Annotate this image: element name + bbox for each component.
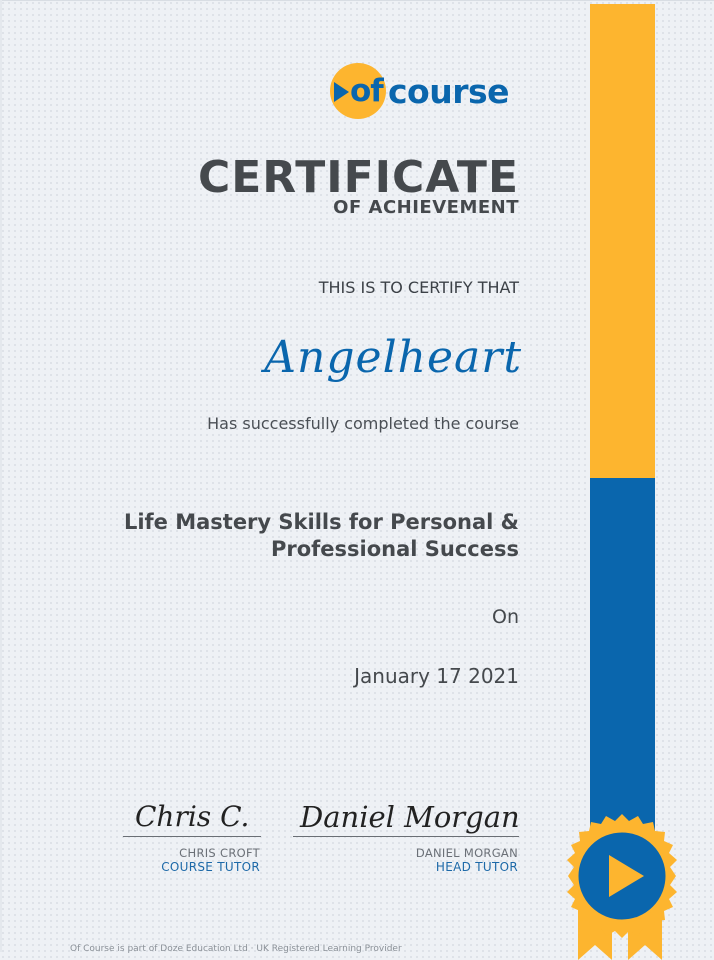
signatory-role-1: COURSE TUTOR <box>161 860 260 874</box>
ribbon-yellow <box>590 4 655 478</box>
ribbon-blue <box>590 478 655 858</box>
frame-left-edge <box>0 0 2 952</box>
signature-chris: Chris C. <box>135 800 250 833</box>
logo-badge <box>330 63 386 119</box>
logo-badge-text: of <box>350 73 383 109</box>
certify-line: THIS IS TO CERTIFY THAT <box>318 278 519 297</box>
signatory-name-2: DANIEL MORGAN <box>415 846 518 860</box>
frame-top-edge <box>0 0 714 1</box>
signature-daniel: Daniel Morgan <box>300 800 520 834</box>
signature-line-2 <box>293 836 519 837</box>
signature-line-1 <box>123 836 261 837</box>
signatory-name-1: CHRIS CROFT <box>179 846 260 860</box>
certificate-title: CERTIFICATE <box>197 152 519 203</box>
course-line-2: Professional Success <box>270 537 519 561</box>
logo-word: course <box>388 71 510 111</box>
signatory-role-2: HEAD TUTOR <box>435 860 518 874</box>
completion-date: January 17 2021 <box>354 664 519 688</box>
completed-line: Has successfully completed the course <box>207 414 519 433</box>
footer-text: Of Course is part of Doze Education Ltd · UK Registered Learning Provider <box>70 944 402 954</box>
course-line-1: Life Mastery Skills for Personal & <box>123 510 519 534</box>
recipient-name: Angelheart <box>264 332 522 383</box>
certificate-subtitle: OF ACHIEVEMENT <box>333 197 519 218</box>
of-course-logo <box>330 62 509 120</box>
play-icon <box>559 813 685 939</box>
on-label: On <box>492 606 519 628</box>
course-name <box>59 509 519 563</box>
play-icon <box>334 82 349 102</box>
